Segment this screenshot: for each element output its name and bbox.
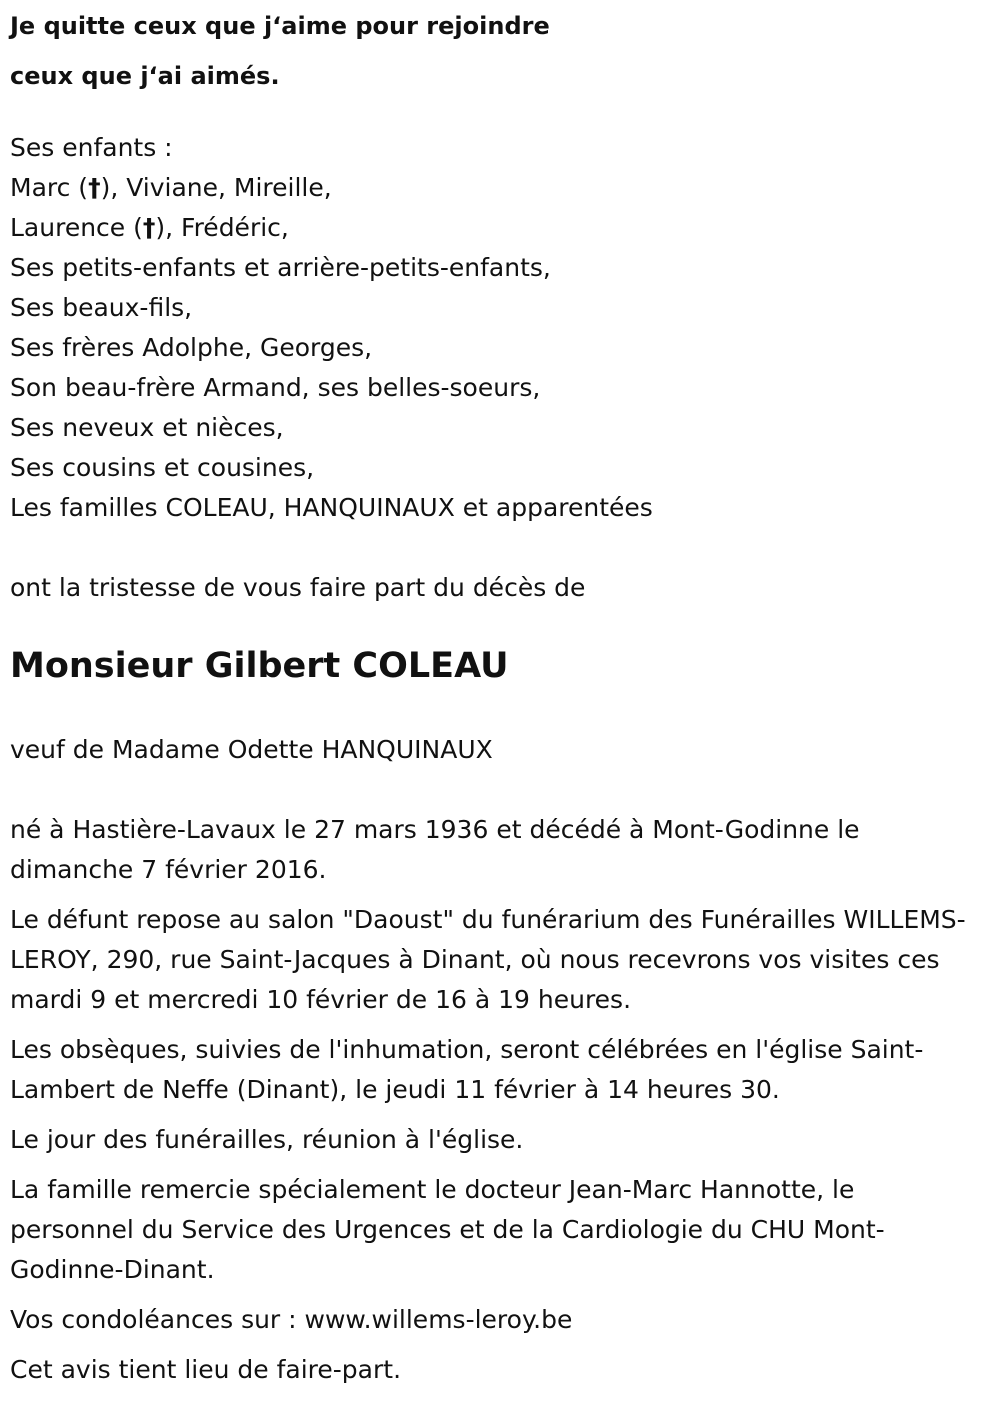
family-line: Ses petits-enfants et arrière-petits-enfants, xyxy=(10,253,551,282)
announcement-text: ont la tristesse de vous faire part du décès de xyxy=(10,573,586,602)
meeting-paragraph: Le jour des funérailles, réunion à l'église. xyxy=(10,1125,524,1154)
epigraph-line-2: ceux que j‘ai aimés. xyxy=(10,62,280,90)
epigraph-line-1: Je quitte ceux que j‘aime pour rejoindre xyxy=(10,12,550,40)
family-line: Ses neveux et nièces, xyxy=(10,413,284,442)
condolences-paragraph: Vos condoléances sur : www.willems-leroy.be xyxy=(10,1305,573,1334)
child-viviane-mireille: ), Viviane, Mireille, xyxy=(100,173,332,202)
epigraph-quote xyxy=(10,1,985,101)
children-intro: Ses enfants : xyxy=(10,133,173,162)
children-line-2 xyxy=(10,208,985,248)
deceased-name: Monsieur Gilbert COLEAU xyxy=(10,646,509,686)
birth-death-paragraph: né à Hastière-Lavaux le 27 mars 1936 et décédé à Mont-Godinne le dimanche 7 février 2016. xyxy=(10,815,860,884)
cross-icon: † xyxy=(88,173,101,202)
cross-icon: † xyxy=(142,213,156,242)
thanks-paragraph: La famille remercie spécialement le docteur Jean-Marc Hannotte, le personnel du Service des Urgences et de la Cardiologie du CHU Mont-Godinne-Dinant. xyxy=(10,1175,885,1284)
obituary-notice xyxy=(10,0,985,1390)
child-marc: Marc ( xyxy=(10,173,89,202)
family-line: Ses frères Adolphe, Georges, xyxy=(10,333,373,362)
family-list xyxy=(10,128,985,528)
funeral-paragraph: Les obsèques, suivies de l'inhumation, seront célébrées en l'église Saint-Lambert de Neffe (Dinant), le jeudi 11 février à 14 heures 30. xyxy=(10,1035,924,1104)
notice-paragraph: Cet avis tient lieu de faire-part. xyxy=(10,1355,402,1384)
family-line: Ses cousins et cousines, xyxy=(10,453,315,482)
viewing-paragraph: Le défunt repose au salon "Daoust" du funérarium des Funérailles WILLEMS-LEROY, 290, rue Saint-Jacques à Dinant, où nous recevrons vos visites ces mardi 9 et mercredi 10 février de 16 à 19 heures. xyxy=(10,905,966,1014)
family-line: Les familles COLEAU, HANQUINAUX et apparentées xyxy=(10,493,653,522)
family-line: Son beau-frère Armand, ses belles-soeurs, xyxy=(10,373,541,402)
family-line: Ses beaux-fils, xyxy=(10,293,193,322)
child-laurence: Laurence ( xyxy=(10,213,143,242)
child-frederic: ), Frédéric, xyxy=(155,213,289,242)
children-line-1 xyxy=(10,168,985,208)
widow-of-text: veuf de Madame Odette HANQUINAUX xyxy=(10,735,493,764)
